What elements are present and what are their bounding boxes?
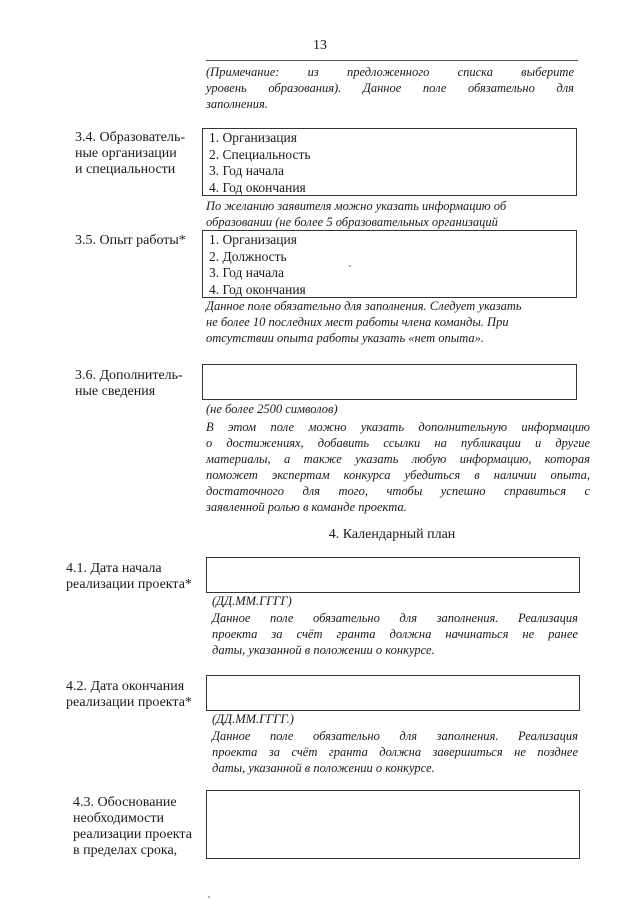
note-line: о достижениях, добавить ссылки на публикации и другие	[206, 436, 590, 450]
note-line: заполнения.	[206, 97, 268, 111]
label-additional-info	[75, 368, 183, 400]
list-item: 1. Организация	[209, 130, 297, 145]
list-item: 4. Год окончания	[209, 179, 306, 195]
date-format-hint: (ДД.ММ.ГГГГ.)	[212, 712, 294, 726]
note-line: достаточного для того, чтобы успешно справиться с	[206, 484, 590, 498]
label-line: в пределах срока,	[73, 843, 178, 858]
label-line: необходимости	[73, 811, 165, 826]
page-number: 13	[313, 38, 327, 53]
note-line: поможет экспертам конкурса убедиться в наличии опыта,	[206, 468, 590, 482]
note-line: даты, указанной в положении о конкурсе.	[212, 643, 435, 657]
top-rule	[206, 60, 578, 61]
note-education	[206, 198, 578, 230]
note-line: Данное поле обязательно для заполнения. Реализация	[212, 611, 578, 625]
label-work-experience: 3.5. Опыт работы*	[75, 233, 186, 248]
label-line: ные организации	[75, 146, 177, 161]
note-line: проекта за счёт гранта должна начинаться не ранее	[212, 627, 578, 641]
list-item: 3. Год начала	[209, 265, 285, 280]
date-format-hint: (ДД.ММ.ГГГГ)	[212, 594, 292, 608]
end-date-input[interactable]	[206, 675, 580, 711]
label-line: 3.4. Образователь-	[75, 130, 186, 145]
note-end-date	[212, 728, 578, 776]
note-education-level	[206, 64, 574, 112]
note-line: заявленной ролью в команде проекта.	[206, 500, 407, 514]
start-date-input[interactable]	[206, 557, 580, 593]
section-heading-calendar-plan: 4. Календарный план	[328, 527, 456, 542]
note-line: В этом поле можно указать дополнительную информацию	[206, 420, 590, 434]
note-line: По желанию заявителя можно указать информацию об	[206, 199, 507, 213]
note-line: Данное поле обязательно для заполнения. Реализация	[212, 729, 578, 743]
note-line: не более 10 последних мест работы члена команды. При	[206, 315, 509, 329]
work-experience-field[interactable]	[202, 230, 577, 298]
list-item: 4. Год окончания	[209, 281, 306, 297]
list-item: 2. Должность	[209, 248, 287, 264]
note-line: материалы, а также указать любую информацию, которая	[206, 452, 590, 466]
note-start-date	[212, 610, 578, 658]
education-field[interactable]	[202, 128, 577, 196]
label-line: 4.3. Обоснование	[73, 795, 177, 810]
note-additional-info	[206, 419, 590, 515]
scan-speck	[208, 896, 210, 898]
list-item: 3. Год начала	[209, 163, 285, 178]
label-line: реализации проекта*	[66, 695, 192, 710]
char-limit: (не более 2500 символов)	[206, 402, 338, 416]
note-line: (Примечание: из предложенного списка выберите	[206, 65, 574, 79]
label-line: 3.6. Дополнитель-	[75, 368, 183, 383]
label-start-date	[66, 561, 192, 593]
list-item: 1. Организация	[209, 232, 297, 247]
label-justification	[73, 795, 192, 859]
label-line: реализации проекта*	[66, 577, 192, 592]
scan-speck	[349, 265, 351, 267]
note-line: Данное поле обязательно для заполнения. Следует указать	[206, 299, 522, 313]
label-line: и специальности	[75, 162, 176, 177]
additional-info-field[interactable]	[202, 364, 577, 400]
label-end-date	[66, 679, 192, 711]
note-line: проекта за счёт гранта должна завершиться не позднее	[212, 745, 578, 759]
label-line: 4.2. Дата окончания	[66, 679, 185, 694]
label-line: реализации проекта	[73, 827, 192, 842]
list-item: 2. Специальность	[209, 146, 311, 162]
label-line: ные сведения	[75, 384, 156, 399]
note-work-experience	[206, 298, 578, 346]
justification-field[interactable]	[206, 790, 580, 859]
label-education	[75, 130, 185, 178]
note-line: уровень образования). Данное поле обязательно для	[206, 81, 574, 95]
note-line: даты, указанной в положении о конкурсе.	[212, 761, 435, 775]
note-line: образовании (не более 5 образовательных организаций	[206, 215, 498, 229]
note-line: отсутствии опыта работы указать «нет опыта».	[206, 331, 485, 345]
label-line: 4.1. Дата начала	[66, 561, 162, 576]
